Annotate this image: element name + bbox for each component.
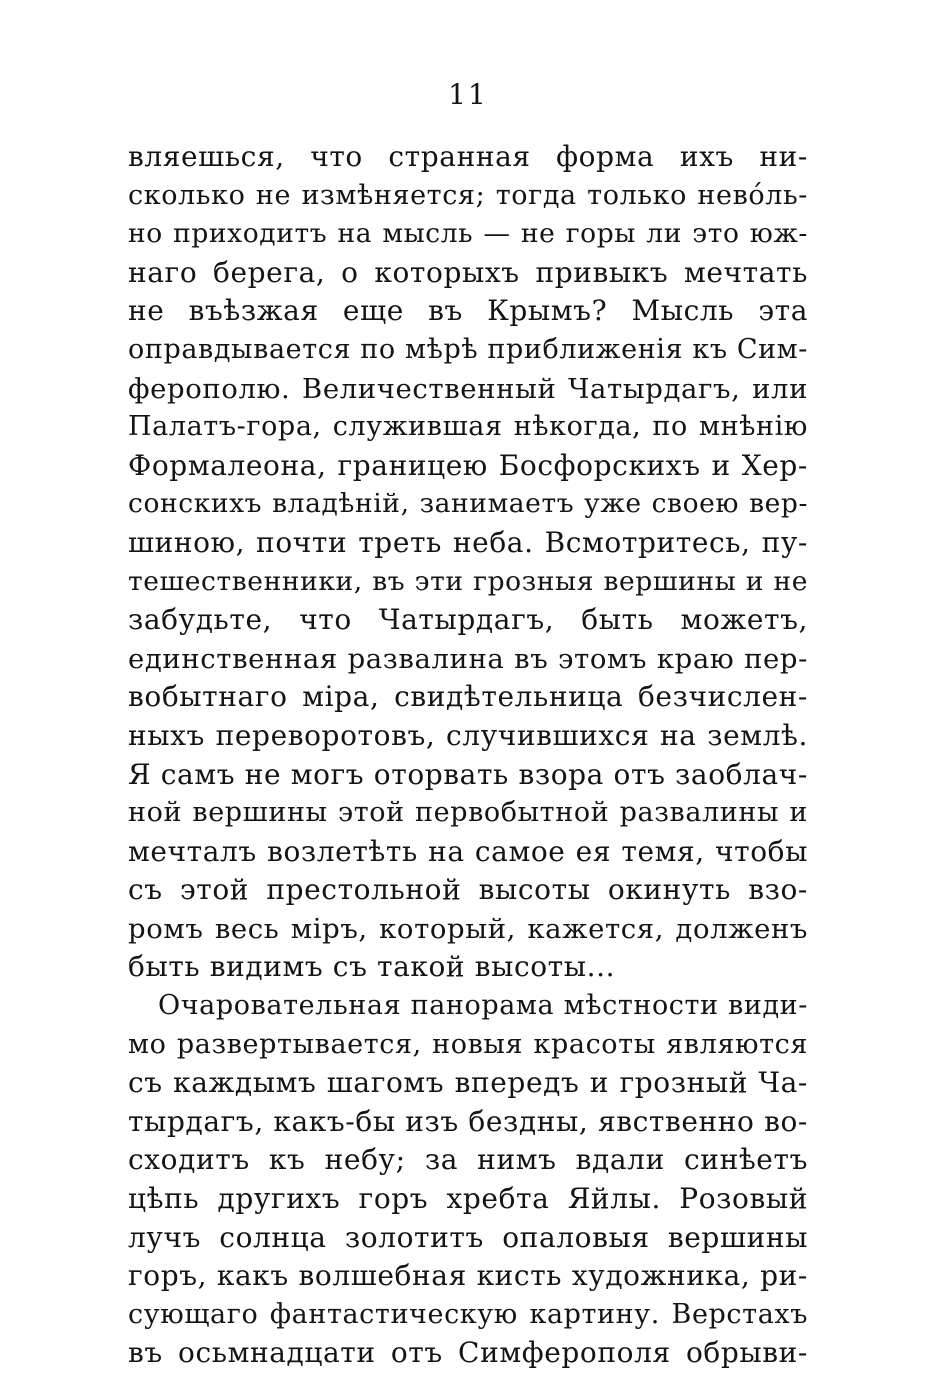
paragraph-1: [128, 138, 808, 987]
text-line: вобытнаго міра, свидѣтельница безчислен-: [128, 680, 808, 714]
text-line: мечталъ возлетѣть на самое ея темя, чтобы: [128, 834, 808, 868]
text-line: наго берега, о которыхъ привыкъ мечтать: [128, 255, 808, 289]
body-text: [128, 138, 808, 1373]
text-line: Формалеона, границею Босфорскихъ и Хер-: [128, 448, 808, 482]
text-line: ныхъ переворотовъ, случившихся на землѣ.: [128, 718, 808, 752]
text-line: цѣпь другихъ горъ хребта Яйлы. Розовый: [128, 1182, 808, 1216]
text-line: тешественники, въ эти грозныя вершины и не: [128, 565, 808, 597]
text-line: Палатъ-гора, служившая нѣкогда, по мнѣнію: [128, 411, 808, 443]
text-line: сующаго фантастическую картину. Верстахъ: [128, 1298, 808, 1330]
text-line: шиною, почти треть неба. Всмотритесь, пу-: [128, 525, 808, 559]
text-line: сколько не измѣняется; тогда только нево́ль-: [128, 179, 808, 211]
text-line: лучъ солнца золотитъ опаловыя вершины: [128, 1220, 808, 1254]
text-line: съ каждымъ шагомъ впередъ и грозный Ча-: [128, 1066, 808, 1100]
text-line: сходитъ къ небу; за нимъ вдали синѣетъ: [128, 1143, 808, 1177]
text-line: ферополю. Величественный Чатырдагъ, или: [128, 372, 808, 405]
text-line: единственная развалина въ этомъ краю пер-: [128, 642, 808, 675]
text-line: сонскихъ владѣній, занимаетъ уже своею вер-: [128, 488, 808, 520]
text-line: оправдывается по мѣрѣ приближенія къ Сим-: [128, 333, 808, 365]
text-line: тырдагъ, какъ-бы изъ бездны, явственно во-: [128, 1104, 808, 1138]
text-line: мо развертывается, новыя красоты являются: [128, 1028, 808, 1060]
text-line: вляешься, что странная форма ихъ ни-: [128, 140, 808, 173]
page-number: 11: [448, 78, 488, 111]
text-line: ромъ весь міръ, который, кажется, долженъ: [128, 912, 808, 945]
text-line: не въѣзжая еще въ Крымъ? Мысль эта: [128, 294, 808, 328]
text-line: быть видимъ съ такой высоты...: [128, 950, 616, 984]
text-line: съ этой престольной высоты окинуть взо-: [128, 873, 808, 907]
text-line: горъ, какъ волшебная кисть художника, ри-: [128, 1259, 808, 1293]
text-line: въ осьмнадцати отъ Симферополя обрыви-: [128, 1336, 808, 1370]
text-line: забудьте, что Чатырдагъ, быть можетъ,: [128, 603, 808, 637]
text-line: Я самъ не могъ оторвать взора отъ заоблач-: [128, 757, 808, 791]
text-line: но приходитъ на мысль — не горы ли это юж-: [128, 218, 808, 250]
text-line: ной вершины этой первобытной развалины и: [128, 797, 808, 829]
paragraph-2: [128, 987, 808, 1373]
text-line: Очаровательная панорама мѣстности види-: [158, 990, 808, 1022]
